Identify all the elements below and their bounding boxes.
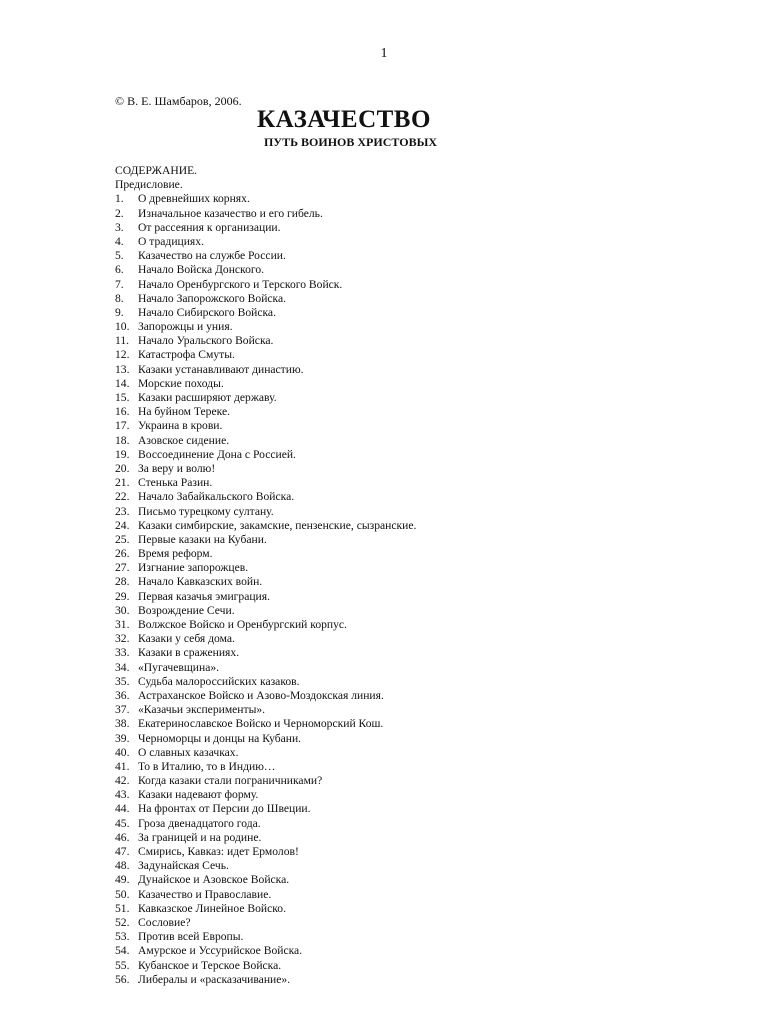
toc-item [115, 859, 416, 873]
toc-item-number: 19. [115, 447, 130, 461]
toc-item-number: 1. [115, 192, 124, 206]
toc-item-text: Кавказское Линейное Войско. [138, 901, 286, 915]
toc-item-text: «Пугачевщина». [138, 660, 220, 674]
toc-item-number: 21. [115, 476, 130, 490]
toc-item-text: За веру и волю! [138, 461, 216, 475]
toc-item-number: 36. [115, 688, 130, 702]
toc-item-number: 49. [115, 873, 130, 887]
toc-item [115, 348, 416, 362]
toc-item-number: 47. [115, 845, 130, 859]
toc-item-text: Дунайское и Азовское Войска. [138, 873, 290, 887]
toc-list [115, 192, 416, 987]
toc-item-text: Возрождение Сечи. [138, 603, 235, 617]
toc-item-number: 2. [115, 206, 124, 220]
toc-item [115, 292, 416, 306]
toc-item [115, 519, 416, 533]
toc-item-number: 40. [115, 745, 130, 759]
toc-item-text: О традициях. [138, 234, 204, 248]
toc-item-number: 12. [115, 348, 130, 362]
toc-item [115, 746, 416, 760]
toc-item-number: 30. [115, 603, 130, 617]
toc-item-text: Кубанское и Терское Войска. [138, 958, 282, 972]
toc-item-number: 33. [115, 646, 130, 660]
toc-item [115, 973, 416, 987]
toc-item-text: Казачество на службе России. [138, 249, 286, 263]
toc-item [115, 476, 416, 490]
toc-item-text: Воссоединение Дона с Россией. [138, 447, 296, 461]
toc-item [115, 547, 416, 561]
toc-item [115, 505, 416, 519]
toc-item-number: 37. [115, 703, 130, 717]
toc-item-text: Морские походы. [138, 376, 224, 390]
toc-item-text: Астраханское Войско и Азово-Моздокская линия. [138, 688, 384, 702]
toc-item-text: Изначальное казачество и его гибель. [138, 206, 323, 220]
toc-item-text: Судьба малороссийских казаков. [138, 674, 300, 688]
toc-item-text: Гроза двенадцатого года. [138, 816, 261, 830]
toc-item-number: 50. [115, 887, 130, 901]
toc-item [115, 675, 416, 689]
toc-item [115, 363, 416, 377]
toc-item [115, 192, 416, 206]
toc-item [115, 306, 416, 320]
toc-item-text: Либералы и «расказачивание». [138, 972, 291, 986]
toc-item [115, 419, 416, 433]
toc-item-number: 16. [115, 405, 130, 419]
toc-item-number: 42. [115, 774, 130, 788]
toc-item [115, 888, 416, 902]
toc-item [115, 732, 416, 746]
toc-item [115, 817, 416, 831]
toc-item-number: 8. [115, 291, 124, 305]
toc-item-number: 41. [115, 759, 130, 773]
toc-item-number: 48. [115, 859, 130, 873]
toc-item [115, 873, 416, 887]
toc-item-text: Начало Уральского Войска. [138, 334, 274, 348]
toc-item-text: То в Италию, то в Индию… [138, 759, 276, 773]
toc-item-text: Азовское сидение. [138, 433, 230, 447]
toc-item-text: Первые казаки на Кубани. [138, 532, 267, 546]
toc-item-text: За границей и на родине. [138, 830, 262, 844]
toc-item-number: 9. [115, 305, 124, 319]
toc-item-number: 43. [115, 788, 130, 802]
toc-item-number: 26. [115, 547, 130, 561]
toc-item [115, 802, 416, 816]
toc-item [115, 249, 416, 263]
toc-item [115, 845, 416, 859]
toc-item-number: 23. [115, 504, 130, 518]
toc-item-number: 10. [115, 320, 130, 334]
toc-item-text: Смирись, Кавказ: идет Ермолов! [138, 845, 299, 859]
toc-item-number: 17. [115, 419, 130, 433]
toc-item [115, 632, 416, 646]
toc-item-number: 13. [115, 362, 130, 376]
toc-item-text: Начало Оренбургского и Терского Войск. [138, 277, 343, 291]
toc-item-text: Начало Забайкальского Войска. [138, 490, 295, 504]
toc-item [115, 263, 416, 277]
toc-item-text: Казачество и Православие. [138, 887, 272, 901]
toc-item-text: Волжское Войско и Оренбургский корпус. [138, 618, 347, 632]
toc-item [115, 788, 416, 802]
toc-item-number: 22. [115, 490, 130, 504]
toc-item-text: «Казачьи эксперименты». [138, 703, 266, 717]
toc-item-number: 55. [115, 958, 130, 972]
toc-item [115, 462, 416, 476]
toc-item [115, 717, 416, 731]
toc-item-text: Начало Запорожского Войска. [138, 291, 287, 305]
toc-item-number: 28. [115, 575, 130, 589]
toc-item-text: Катастрофа Смуты. [138, 348, 235, 362]
toc-item-text: Время реформ. [138, 547, 213, 561]
toc-item [115, 377, 416, 391]
toc-item [115, 278, 416, 292]
toc-item-number: 32. [115, 632, 130, 646]
page-number: 1 [380, 46, 388, 61]
toc-item-text: Амурское и Уссурийское Войска. [138, 944, 303, 958]
toc-item [115, 646, 416, 660]
toc-item-number: 44. [115, 802, 130, 816]
toc-item-number: 5. [115, 249, 124, 263]
toc-item-text: На буйном Тереке. [138, 405, 231, 419]
toc-item-text: Когда казаки стали пограничниками? [138, 774, 323, 788]
toc-item-number: 39. [115, 731, 130, 745]
toc-item-text: На фронтах от Персии до Швеции. [138, 802, 311, 816]
toc-item-text: Начало Сибирского Войска. [138, 305, 276, 319]
document-subtitle: ПУТЬ ВОИНОВ ХРИСТОВЫХ [263, 135, 438, 149]
toc-item-number: 6. [115, 263, 124, 277]
toc-item-text: О древнейших корнях. [138, 192, 250, 206]
toc-item-number: 11. [115, 334, 130, 348]
toc-item-number: 53. [115, 930, 130, 944]
toc-item-number: 3. [115, 220, 124, 234]
toc-item-text: Первая казачья эмиграция. [138, 589, 270, 603]
toc-item [115, 689, 416, 703]
toc-preface: Предисловие. [115, 178, 183, 192]
toc-item-text: Против всей Европы. [138, 930, 244, 944]
toc-item-number: 56. [115, 972, 130, 986]
toc-item-number: 31. [115, 618, 130, 632]
toc-item [115, 405, 416, 419]
toc-heading: СОДЕРЖАНИЕ. [115, 164, 198, 177]
toc-item-number: 52. [115, 915, 130, 929]
toc-item-number: 18. [115, 433, 130, 447]
toc-item-text: Украина в крови. [138, 419, 223, 433]
toc-item-number: 46. [115, 830, 130, 844]
toc-item [115, 760, 416, 774]
toc-item [115, 916, 416, 930]
toc-item-text: Екатеринославское Войско и Черноморский Кош. [138, 717, 384, 731]
toc-item-number: 27. [115, 561, 130, 575]
toc-item [115, 490, 416, 504]
toc-item [115, 618, 416, 632]
toc-item-number: 34. [115, 660, 130, 674]
toc-item-text: О славных казачках. [138, 745, 239, 759]
toc-item [115, 902, 416, 916]
document-title: КАЗАЧЕСТВО [257, 106, 431, 133]
toc-item-text: Письмо турецкому султану. [138, 504, 274, 518]
toc-item [115, 391, 416, 405]
toc-item-number: 51. [115, 901, 130, 915]
toc-item [115, 448, 416, 462]
toc-item-text: Изгнание запорожцев. [138, 561, 249, 575]
toc-item-text: Казаки устанавливают династию. [138, 362, 304, 376]
toc-item [115, 831, 416, 845]
toc-item-text: Казаки расширяют державу. [138, 391, 277, 405]
toc-item-text: Задунайская Сечь. [138, 859, 229, 873]
toc-item-number: 15. [115, 391, 130, 405]
toc-item-text: Начало Кавказских войн. [138, 575, 263, 589]
toc-item-text: Запорожцы и уния. [138, 320, 233, 334]
toc-item [115, 207, 416, 221]
toc-item-number: 54. [115, 944, 130, 958]
toc-item-text: Казаки у себя дома. [138, 632, 235, 646]
toc-item-number: 35. [115, 674, 130, 688]
toc-item-number: 45. [115, 816, 130, 830]
toc-item [115, 533, 416, 547]
toc-item [115, 320, 416, 334]
copyright-line: © В. Е. Шамбаров, 2006. [115, 94, 242, 108]
toc-item [115, 434, 416, 448]
toc-item-number: 25. [115, 532, 130, 546]
toc-item [115, 661, 416, 675]
toc-item [115, 235, 416, 249]
toc-item [115, 604, 416, 618]
toc-item-text: От рассеяния к организации. [138, 220, 281, 234]
table-of-contents [115, 164, 416, 987]
toc-item [115, 944, 416, 958]
toc-item-number: 7. [115, 277, 124, 291]
toc-item-number: 38. [115, 717, 130, 731]
toc-item [115, 703, 416, 717]
toc-item-text: Стенька Разин. [138, 476, 213, 490]
toc-item [115, 561, 416, 575]
toc-item-text: Казаки надевают форму. [138, 788, 259, 802]
toc-item [115, 575, 416, 589]
toc-item-text: Казаки в сражениях. [138, 646, 240, 660]
toc-item-number: 29. [115, 589, 130, 603]
toc-item-number: 20. [115, 461, 130, 475]
toc-item [115, 930, 416, 944]
toc-item [115, 334, 416, 348]
toc-item-number: 14. [115, 376, 130, 390]
toc-item-text: Черноморцы и донцы на Кубани. [138, 731, 302, 745]
toc-item-number: 4. [115, 234, 124, 248]
toc-item [115, 959, 416, 973]
toc-item [115, 221, 416, 235]
toc-item-text: Казаки симбирские, закамские, пензенские, сызранские. [138, 518, 417, 532]
toc-item-number: 24. [115, 518, 130, 532]
toc-item-text: Начало Войска Донского. [138, 263, 265, 277]
toc-item [115, 774, 416, 788]
toc-item-text: Сословие? [138, 915, 191, 929]
toc-item [115, 590, 416, 604]
